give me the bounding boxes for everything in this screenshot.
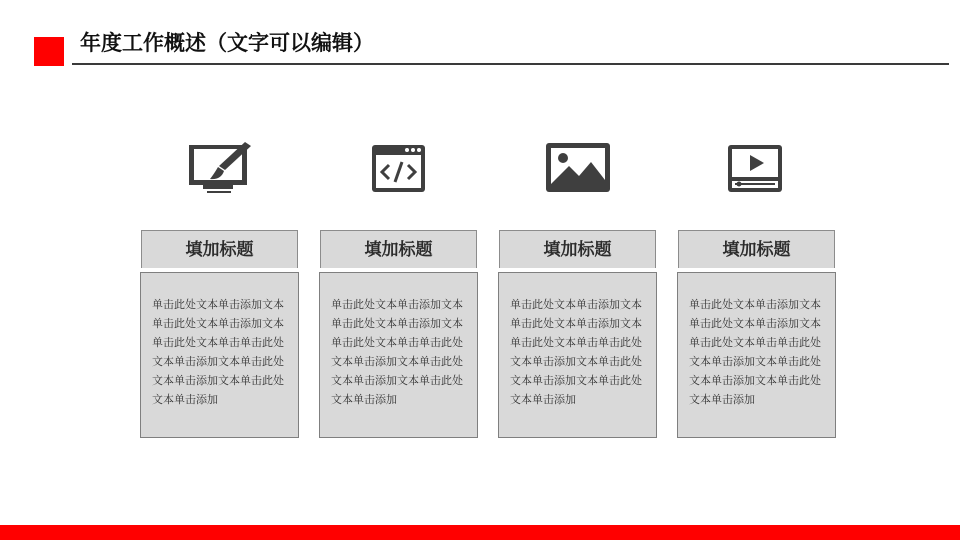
code-window-icon <box>364 140 434 198</box>
video-player-icon <box>722 140 792 198</box>
title-accent-square <box>34 37 64 66</box>
card-title[interactable]: 填加标题 <box>678 230 835 268</box>
bottom-accent-bar <box>0 525 960 540</box>
card-title[interactable]: 填加标题 <box>141 230 298 268</box>
image-icon <box>543 140 613 198</box>
card-title[interactable]: 填加标题 <box>320 230 477 268</box>
card-body-text[interactable]: 单击此处文本单击添加文本单击此处文本单击添加文本单击此处文本单击单击此处文本单击添加文本单击此处文本单击添加文本单击此处文本单击添加 <box>498 272 657 438</box>
card-body-text[interactable]: 单击此处文本单击添加文本单击此处文本单击添加文本单击此处文本单击单击此处文本单击添加文本单击此处文本单击添加文本单击此处文本单击添加 <box>140 272 299 438</box>
page-title[interactable]: 年度工作概述（文字可以编辑） <box>80 31 374 55</box>
monitor-brush-icon <box>185 140 255 198</box>
title-underline <box>72 63 949 65</box>
card-body-text[interactable]: 单击此处文本单击添加文本单击此处文本单击添加文本单击此处文本单击单击此处文本单击添加文本单击此处文本单击添加文本单击此处文本单击添加 <box>677 272 836 438</box>
card-body-text[interactable]: 单击此处文本单击添加文本单击此处文本单击添加文本单击此处文本单击单击此处文本单击添加文本单击此处文本单击添加文本单击此处文本单击添加 <box>319 272 478 438</box>
card-title[interactable]: 填加标题 <box>499 230 656 268</box>
